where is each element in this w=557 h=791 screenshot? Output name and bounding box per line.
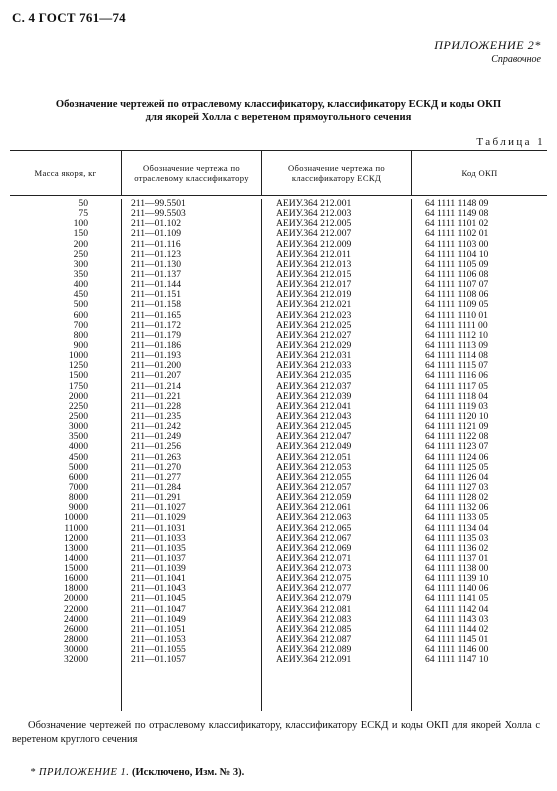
- cell-okp-code: 64 1111 1102 01: [425, 228, 489, 240]
- cell-okp-code: 64 1111 1127 03: [425, 481, 489, 493]
- cell-eskd-drawing: АЕИУ.364 212.031: [276, 350, 352, 362]
- bottom-note: Обозначение чертежей по отраслевому классификатору, классификатору ЕСКД и коды ОКП для якорей Холла с веретеном круглого сечения: [12, 720, 540, 745]
- cell-eskd-drawing: АЕИУ.364 212.053: [276, 461, 352, 473]
- cell-okp-code: 64 1111 1148 09: [425, 198, 489, 209]
- table-body: [10, 199, 547, 711]
- cell-eskd-drawing: АЕИУ.364 212.067: [276, 532, 352, 544]
- cell-eskd-drawing: АЕИУ.364 212.075: [276, 573, 352, 585]
- cell-okp-code: 64 1111 1109 05: [425, 299, 489, 311]
- cell-industry-drawing: 211—01.193: [131, 350, 182, 362]
- cell-okp-code: 64 1111 1124 06: [425, 451, 489, 463]
- cell-okp-code: 64 1111 1121 09: [425, 421, 489, 433]
- cell-industry-drawing: 211—01.284: [131, 481, 182, 493]
- cell-industry-drawing: 211—01.1045: [131, 593, 186, 605]
- cell-industry-drawing: 211—01.109: [131, 228, 182, 240]
- cell-mass: 2250: [68, 400, 88, 412]
- cell-mass: 400: [73, 279, 88, 291]
- cell-industry-drawing: 211—01.1039: [131, 563, 186, 575]
- cell-okp-code: 64 1111 1103 00: [425, 238, 489, 250]
- table-row: [10, 655, 547, 665]
- cell-eskd-drawing: АЕИУ.364 212.033: [276, 360, 352, 372]
- cell-industry-drawing: 211—01.207: [131, 370, 182, 382]
- cell-industry-drawing: 211—01.137: [131, 268, 182, 280]
- cell-eskd-drawing: АЕИУ.364 212.009: [276, 238, 352, 250]
- table-row: [10, 442, 547, 452]
- cell-eskd-drawing: АЕИУ.364 212.027: [276, 329, 352, 341]
- cell-mass: 900: [73, 339, 88, 351]
- cell-industry-drawing: 211—01.172: [131, 319, 182, 331]
- cell-industry-drawing: 211—01.123: [131, 248, 182, 260]
- cell-okp-code: 64 1111 1111 00: [425, 319, 488, 331]
- cell-okp-code: 64 1111 1135 03: [425, 532, 489, 544]
- cell-mass: 14000: [64, 552, 88, 564]
- cell-eskd-drawing: АЕИУ.364 212.043: [276, 410, 352, 422]
- cell-industry-drawing: 211—01.200: [131, 360, 182, 372]
- cell-industry-drawing: 211—01.102: [131, 218, 182, 230]
- cell-mass: 1750: [68, 380, 88, 392]
- cell-industry-drawing: 211—01.1033: [131, 532, 186, 544]
- cell-okp-code: 64 1111 1115 07: [425, 360, 488, 372]
- cell-eskd-drawing: АЕИУ.364 212.057: [276, 481, 352, 493]
- cell-mass: 15000: [64, 563, 88, 575]
- cell-industry-drawing: 211—01.158: [131, 299, 182, 311]
- cell-mass: 12000: [64, 532, 88, 544]
- cell-mass: 75: [78, 208, 88, 220]
- cell-okp-code: 64 1111 1113 09: [425, 339, 488, 351]
- header-industry-drawing: Обозначение чертежа по отраслевому классификатору: [121, 151, 261, 195]
- cell-industry-drawing: 211—01.277: [131, 471, 182, 483]
- cell-mass: 2500: [68, 410, 88, 422]
- cell-industry-drawing: 211—01.179: [131, 329, 182, 341]
- cell-eskd-drawing: АЕИУ.364 212.085: [276, 623, 352, 635]
- cell-mass: 24000: [64, 613, 88, 625]
- cell-industry-drawing: 211—01.1055: [131, 644, 186, 656]
- cell-mass: 16000: [64, 573, 88, 585]
- cell-industry-drawing: 211—01.1035: [131, 542, 186, 554]
- table-row: [10, 371, 547, 381]
- cell-okp-code: 64 1111 1136 02: [425, 542, 489, 554]
- cell-industry-drawing: 211—01.116: [131, 238, 181, 250]
- cell-eskd-drawing: АЕИУ.364 212.061: [276, 502, 352, 514]
- cell-okp-code: 64 1111 1117 05: [425, 380, 488, 392]
- cell-okp-code: 64 1111 1133 05: [425, 512, 489, 524]
- title-line-2: для якорей Холла с веретеном прямоугольного сечения: [145, 112, 412, 123]
- cell-mass: 700: [73, 319, 88, 331]
- cell-mass: 3500: [68, 431, 88, 443]
- cell-eskd-drawing: АЕИУ.364 212.045: [276, 421, 352, 433]
- cell-eskd-drawing: АЕИУ.364 212.047: [276, 431, 352, 443]
- cell-eskd-drawing: АЕИУ.364 212.079: [276, 593, 352, 605]
- cell-industry-drawing: 211—01.235: [131, 410, 182, 422]
- cell-mass: 8000: [68, 492, 88, 504]
- cell-eskd-drawing: АЕИУ.364 212.015: [276, 268, 352, 280]
- cell-industry-drawing: 211—01.1051: [131, 623, 186, 635]
- cell-eskd-drawing: АЕИУ.364 212.063: [276, 512, 352, 524]
- cell-eskd-drawing: АЕИУ.364 212.077: [276, 583, 352, 595]
- cell-okp-code: 64 1111 1142 04: [425, 603, 489, 615]
- cell-industry-drawing: 211—01.249: [131, 431, 182, 443]
- cell-industry-drawing: 211—01.270: [131, 461, 182, 473]
- appendix-subtitle: Справочное: [491, 54, 541, 65]
- cell-okp-code: 64 1111 1143 03: [425, 613, 489, 625]
- cell-eskd-drawing: АЕИУ.364 212.055: [276, 471, 352, 483]
- cell-okp-code: 64 1111 1137 01: [425, 552, 489, 564]
- cell-eskd-drawing: АЕИУ.364 212.049: [276, 441, 352, 453]
- cell-industry-drawing: 211—01.151: [131, 289, 182, 301]
- cell-mass: 150: [73, 228, 88, 240]
- cell-mass: 13000: [64, 542, 88, 554]
- cell-okp-code: 64 1111 1122 08: [425, 431, 489, 443]
- cell-mass: 18000: [64, 583, 88, 595]
- cell-industry-drawing: 211—01.1047: [131, 603, 186, 615]
- cell-industry-drawing: 211—01.144: [131, 279, 182, 291]
- cell-mass: 26000: [64, 623, 88, 635]
- cell-mass: 800: [73, 329, 88, 341]
- cell-okp-code: 64 1111 1138 00: [425, 563, 489, 575]
- cell-okp-code: 64 1111 1123 07: [425, 441, 489, 453]
- cell-industry-drawing: 211—99.5503: [131, 208, 186, 220]
- cell-industry-drawing: 211—01.1053: [131, 634, 186, 646]
- cell-industry-drawing: 211—01.1049: [131, 613, 186, 625]
- cell-mass: 30000: [64, 644, 88, 656]
- header-mass: Масса якоря, кг: [34, 167, 97, 178]
- cell-okp-code: 64 1111 1126 04: [425, 471, 489, 483]
- cell-eskd-drawing: АЕИУ.364 212.011: [276, 248, 351, 260]
- cell-industry-drawing: 211—01.1029: [131, 512, 186, 524]
- footnote: [30, 767, 244, 778]
- cell-okp-code: 64 1111 1120 10: [425, 410, 489, 422]
- table-row: [10, 513, 547, 523]
- cell-mass: 2000: [68, 390, 88, 402]
- cell-eskd-drawing: АЕИУ.364 212.089: [276, 644, 352, 656]
- cell-eskd-drawing: АЕИУ.364 212.003: [276, 208, 352, 220]
- cell-okp-code: 64 1111 1106 08: [425, 268, 489, 280]
- cell-mass: 32000: [64, 654, 88, 666]
- cell-industry-drawing: 211—01.221: [131, 390, 182, 402]
- cell-industry-drawing: 211—01.1041: [131, 573, 186, 585]
- cell-eskd-drawing: АЕИУ.364 212.081: [276, 603, 352, 615]
- cell-industry-drawing: 211—01.130: [131, 258, 182, 270]
- cell-mass: 50: [78, 198, 88, 209]
- cell-industry-drawing: 211—01.186: [131, 339, 182, 351]
- cell-okp-code: 64 1111 1149 08: [425, 208, 489, 220]
- cell-okp-code: 64 1111 1134 04: [425, 522, 489, 534]
- cell-mass: 20000: [64, 593, 88, 605]
- document-title: [0, 98, 557, 124]
- cell-okp-code: 64 1111 1108 06: [425, 289, 489, 301]
- cell-mass: 9000: [68, 502, 88, 514]
- cell-okp-code: 64 1111 1105 09: [425, 258, 489, 270]
- cell-industry-drawing: 211—01.214: [131, 380, 182, 392]
- cell-industry-drawing: 211—01.1037: [131, 552, 186, 564]
- cell-eskd-drawing: АЕИУ.364 212.071: [276, 552, 352, 564]
- cell-okp-code: 64 1111 1147 10: [425, 654, 489, 666]
- cell-okp-code: 64 1111 1144 02: [425, 623, 489, 635]
- table-header: [10, 150, 547, 196]
- cell-mass: 600: [73, 309, 88, 321]
- appendix-title: ПРИЛОЖЕНИЕ 2*: [434, 38, 541, 52]
- cell-mass: 300: [73, 258, 88, 270]
- cell-mass: 7000: [68, 481, 88, 493]
- cell-eskd-drawing: АЕИУ.364 212.069: [276, 542, 352, 554]
- cell-eskd-drawing: АЕИУ.364 212.083: [276, 613, 352, 625]
- cell-mass: 3000: [68, 421, 88, 433]
- cell-eskd-drawing: АЕИУ.364 212.091: [276, 654, 352, 666]
- appendix-label: [434, 38, 541, 65]
- page-header: С. 4 ГОСТ 761—74: [12, 10, 126, 25]
- cell-eskd-drawing: АЕИУ.364 212.005: [276, 218, 352, 230]
- cell-eskd-drawing: АЕИУ.364 212.001: [276, 198, 352, 209]
- cell-okp-code: 64 1111 1128 02: [425, 492, 489, 504]
- cell-mass: 22000: [64, 603, 88, 615]
- cell-okp-code: 64 1111 1141 05: [425, 593, 489, 605]
- cell-industry-drawing: 211—01.291: [131, 492, 182, 504]
- cell-industry-drawing: 211—01.1043: [131, 583, 186, 595]
- table-rows: [10, 199, 547, 665]
- cell-eskd-drawing: АЕИУ.364 212.035: [276, 370, 352, 382]
- cell-okp-code: 64 1111 1140 06: [425, 583, 489, 595]
- cell-mass: 28000: [64, 634, 88, 646]
- cell-mass: 11000: [64, 522, 88, 534]
- cell-mass: 450: [73, 289, 88, 301]
- footnote-text: (Исключено, Изм. № 3).: [132, 767, 245, 778]
- cell-okp-code: 64 1111 1116 06: [425, 370, 488, 382]
- cell-industry-drawing: 211—01.1031: [131, 522, 186, 534]
- cell-okp-code: 64 1111 1118 04: [425, 390, 488, 402]
- cell-industry-drawing: 211—01.228: [131, 400, 182, 412]
- cell-mass: 500: [73, 299, 88, 311]
- cell-okp-code: 64 1111 1112 10: [425, 329, 488, 341]
- cell-eskd-drawing: АЕИУ.364 212.073: [276, 563, 352, 575]
- cell-industry-drawing: 211—01.1027: [131, 502, 186, 514]
- cell-mass: 5000: [68, 461, 88, 473]
- cell-mass: 250: [73, 248, 88, 260]
- cell-mass: 100: [73, 218, 88, 230]
- cell-mass: 6000: [68, 471, 88, 483]
- cell-industry-drawing: 211—01.1057: [131, 654, 186, 666]
- cell-okp-code: 64 1111 1114 08: [425, 350, 488, 362]
- cell-industry-drawing: 211—01.165: [131, 309, 182, 321]
- cell-eskd-drawing: АЕИУ.364 212.019: [276, 289, 352, 301]
- cell-mass: 1250: [68, 360, 88, 372]
- cell-eskd-drawing: АЕИУ.364 212.087: [276, 634, 352, 646]
- cell-okp-code: 64 1111 1110 01: [425, 309, 488, 321]
- cell-industry-drawing: 211—01.242: [131, 421, 182, 433]
- cell-okp-code: 64 1111 1146 00: [425, 644, 489, 656]
- cell-mass: 1000: [68, 350, 88, 362]
- cell-industry-drawing: 211—99.5501: [131, 198, 186, 209]
- cell-eskd-drawing: АЕИУ.364 212.021: [276, 299, 352, 311]
- cell-eskd-drawing: АЕИУ.364 212.023: [276, 309, 352, 321]
- cell-eskd-drawing: АЕИУ.364 212.041: [276, 400, 352, 412]
- cell-eskd-drawing: АЕИУ.364 212.029: [276, 339, 352, 351]
- cell-industry-drawing: 211—01.263: [131, 451, 182, 463]
- cell-okp-code: 64 1111 1139 10: [425, 573, 489, 585]
- footnote-appendix: * ПРИЛОЖЕНИЕ 1.: [30, 767, 130, 778]
- cell-industry-drawing: 211—01.256: [131, 441, 182, 453]
- cell-eskd-drawing: АЕИУ.364 212.039: [276, 390, 352, 402]
- title-line-1: Обозначение чертежей по отраслевому классификатору, классификатору ЕСКД и коды ОКП: [55, 99, 502, 110]
- cell-eskd-drawing: АЕИУ.364 212.013: [276, 258, 352, 270]
- cell-eskd-drawing: АЕИУ.364 212.051: [276, 451, 352, 463]
- cell-okp-code: 64 1111 1132 06: [425, 502, 489, 514]
- table-label: Таблица 1: [476, 136, 545, 148]
- cell-okp-code: 64 1111 1125 05: [425, 461, 489, 473]
- cell-mass: 10000: [64, 512, 88, 524]
- header-okp-code: Код ОКП: [411, 151, 547, 195]
- cell-eskd-drawing: АЕИУ.364 212.025: [276, 319, 352, 331]
- cell-mass: 200: [73, 238, 88, 250]
- cell-okp-code: 64 1111 1119 03: [425, 400, 488, 412]
- cell-eskd-drawing: АЕИУ.364 212.037: [276, 380, 352, 392]
- cell-eskd-drawing: АЕИУ.364 212.065: [276, 522, 352, 534]
- cell-okp-code: 64 1111 1145 01: [425, 634, 489, 646]
- cell-mass: 350: [73, 268, 88, 280]
- cell-okp-code: 64 1111 1107 07: [425, 279, 489, 291]
- cell-eskd-drawing: АЕИУ.364 212.059: [276, 492, 352, 504]
- header-eskd-drawing: Обозначение чертежа по классификатору ЕСКД: [261, 151, 411, 195]
- cell-okp-code: 64 1111 1101 02: [425, 218, 489, 230]
- cell-mass: 4500: [68, 451, 88, 463]
- cell-mass: 1500: [68, 370, 88, 382]
- cell-eskd-drawing: АЕИУ.364 212.007: [276, 228, 352, 240]
- cell-mass: 4000: [68, 441, 88, 453]
- cell-okp-code: 64 1111 1104 10: [425, 248, 489, 260]
- cell-eskd-drawing: АЕИУ.364 212.017: [276, 279, 352, 291]
